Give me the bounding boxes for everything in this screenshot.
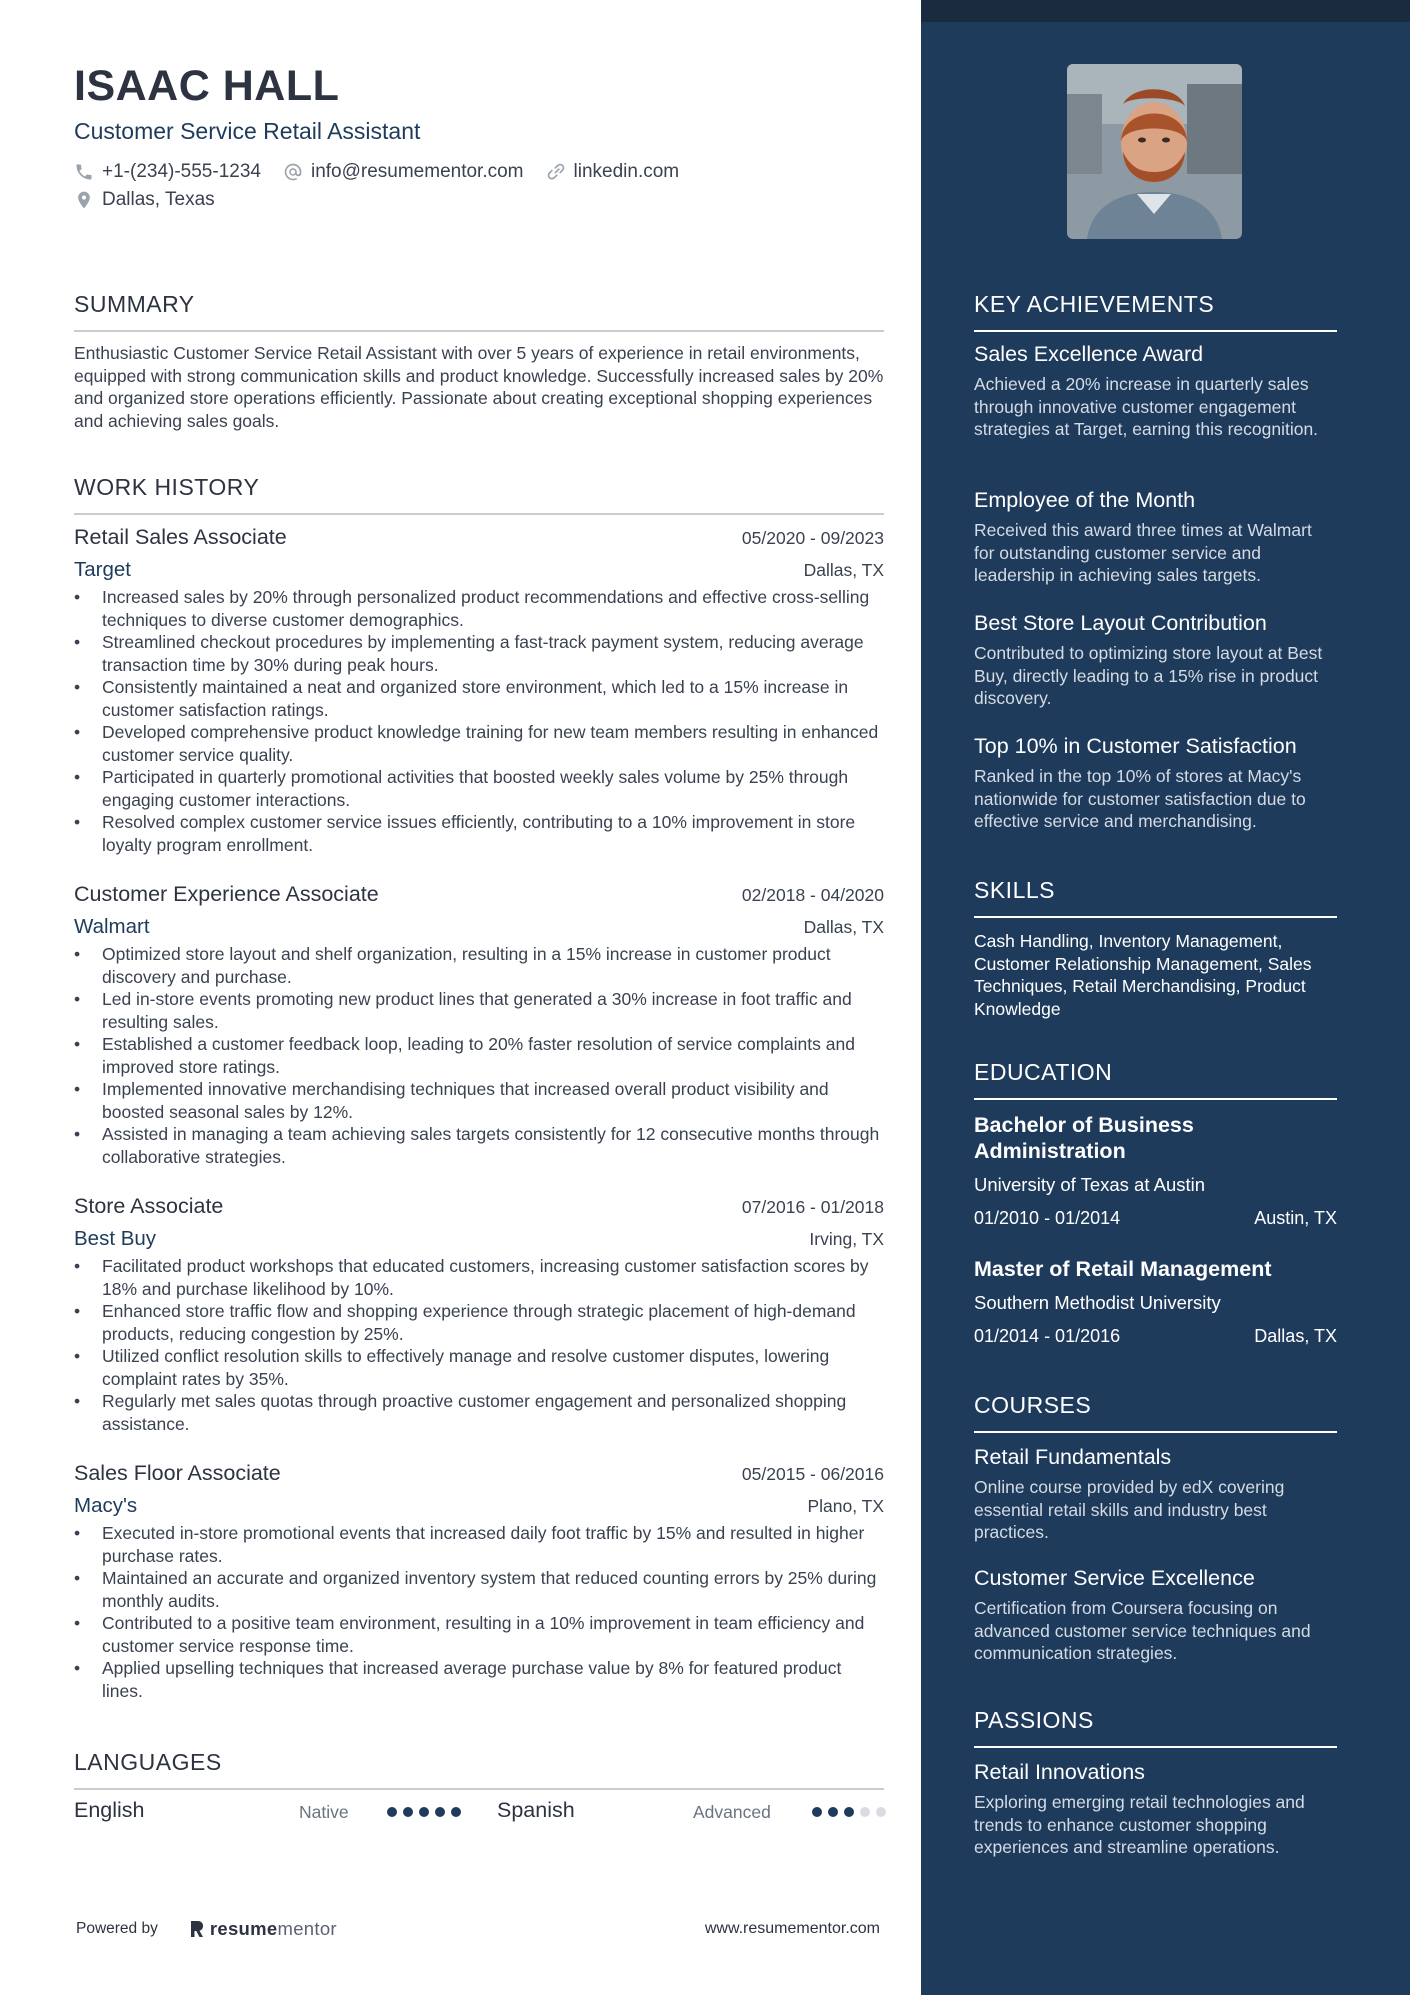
achievement-title: Sales Excellence Award: [974, 342, 1204, 366]
contact-location: [74, 189, 215, 211]
achievement-text: Ranked in the top 10% of stores at Macy's nationwide for customer satisfaction due to effective service and merchandising.: [974, 766, 1306, 831]
job-bullet: • Implemented innovative merchandising techniques that increased overall product visibility and boosted seasonal sales by 12%.: [102, 1078, 884, 1123]
courses-title: COURSES: [974, 1392, 1337, 1433]
job-bullet: • Enhanced store traffic flow and shopping experience through strategic placement of high-demand products, reducing congestion by 25%.: [102, 1300, 884, 1345]
job-bullet: • Participated in quarterly promotional activities that boosted weekly sales volume by 25% through engaging customer interactions.: [102, 766, 884, 811]
course-item: [974, 1566, 1337, 1665]
education-school: Southern Methodist University: [974, 1292, 1221, 1313]
job-bullet: • Assisted in managing a team achieving sales targets consistently for 12 consecutive months through collaborative strategies.: [102, 1123, 884, 1168]
resumementor-logo[interactable]: [188, 1918, 337, 1940]
profile-photo-image: [1067, 64, 1242, 239]
logo-light: mentor: [277, 1918, 337, 1939]
passions-title: PASSIONS: [974, 1707, 1337, 1748]
job-bullet: • Increased sales by 20% through personalized product recommendations and effective cross-selling techniques to diverse customer demographics.: [102, 586, 884, 631]
rating-dot-filled: [435, 1807, 445, 1817]
job-entry: [74, 1461, 884, 1702]
achievements-title: KEY ACHIEVEMENTS: [974, 291, 1337, 332]
powered-by: [76, 1918, 337, 1940]
email-text: info@resumementor.com: [310, 161, 524, 182]
job-bullets: [74, 1522, 884, 1702]
location-pin-icon: [74, 190, 94, 210]
contact-row-secondary: [74, 189, 237, 211]
job-company: Target: [74, 558, 131, 581]
achievement-item: [974, 734, 1337, 833]
footer: [76, 1918, 880, 1940]
course-item: [974, 1445, 1337, 1544]
achievement-title: Employee of the Month: [974, 488, 1196, 512]
education-location: Austin, TX: [1254, 1208, 1337, 1228]
rating-dot-empty: [876, 1807, 886, 1817]
sidebar-top-band: [921, 0, 1410, 22]
job-bullet: • Regularly met sales quotas through proactive customer engagement and personalized shopping assistance.: [102, 1390, 884, 1435]
job-company: Walmart: [74, 915, 150, 938]
achievement-item: [974, 342, 1337, 441]
job-dates: 02/2018 - 04/2020: [741, 885, 884, 905]
job-bullet: • Executed in-store promotional events that increased daily foot traffic by 15% and resulted in higher purchase rates.: [102, 1522, 884, 1567]
job-bullets: [74, 943, 884, 1168]
summary-text: Enthusiastic Customer Service Retail Assistant with over 5 years of experience in retail environments, equipped with strong communication skills and product knowledge. Successfully increased sales by 20% and organized store operations efficiently. Passionate about creating exceptional shopping experiences and achieving sales goals.: [74, 343, 884, 431]
job-company: Best Buy: [74, 1227, 157, 1250]
education-item: [974, 1256, 1337, 1347]
candidate-role: Customer Service Retail Assistant: [74, 118, 421, 144]
phone-text: +1-(234)-555-1234: [102, 161, 261, 182]
languages-section: [74, 1749, 884, 1790]
achievement-item: [974, 488, 1337, 587]
phone-icon: [74, 162, 94, 182]
rating-dot-filled: [844, 1807, 854, 1817]
education-school: University of Texas at Austin: [974, 1174, 1206, 1195]
job-bullet: • Applied upselling techniques that increased average purchase value by 8% for featured product lines.: [102, 1657, 884, 1702]
education-dates: 01/2010 - 01/2014: [974, 1208, 1121, 1228]
job-location: Dallas, TX: [803, 917, 884, 937]
job-entry: [74, 525, 884, 856]
language-rating: [387, 1807, 467, 1817]
languages-title: LANGUAGES: [74, 1749, 884, 1790]
education-location: Dallas, TX: [1254, 1326, 1337, 1346]
job-title: Store Associate: [74, 1194, 224, 1218]
job-bullets: [74, 1255, 884, 1435]
language-rating: [812, 1807, 892, 1817]
job-dates: 07/2016 - 01/2018: [741, 1197, 884, 1217]
job-bullet: • Consistently maintained a neat and organized store environment, which led to a 15% increase in customer satisfaction ratings.: [102, 676, 884, 721]
course-text: Online course provided by edX covering essential retail skills and industry best practices.: [974, 1477, 1285, 1542]
rating-dot-filled: [451, 1807, 461, 1817]
at-sign-icon: [283, 162, 303, 182]
job-bullet: • Led in-store events promoting new product lines that generated a 30% increase in foot traffic and resulting sales.: [102, 988, 884, 1033]
sidebar: [921, 0, 1410, 1995]
achievement-item: [974, 611, 1337, 710]
course-title: Customer Service Excellence: [974, 1566, 1255, 1590]
job-company: Macy's: [74, 1494, 138, 1517]
job-location: Plano, TX: [807, 1496, 884, 1516]
passions-section: [974, 1707, 1337, 1748]
achievement-text: Contributed to optimizing store layout at Best Buy, directly leading to a 15% rise in product discovery.: [974, 643, 1323, 708]
rating-dot-filled: [812, 1807, 822, 1817]
rating-dot-filled: [387, 1807, 397, 1817]
passion-text: Exploring emerging retail technologies and trends to enhance customer shopping experiences and streamline operations.: [974, 1792, 1305, 1857]
job-location: Dallas, TX: [803, 560, 884, 580]
job-dates: 05/2020 - 09/2023: [741, 528, 884, 548]
courses-section: [974, 1392, 1337, 1433]
language-level: Native: [299, 1802, 349, 1822]
education-degree: Master of Retail Management: [974, 1257, 1272, 1281]
course-title: Retail Fundamentals: [974, 1445, 1172, 1469]
job-entry: [74, 882, 884, 1168]
achievement-title: Best Store Layout Contribution: [974, 611, 1267, 635]
skills-text: Cash Handling, Inventory Management, Customer Relationship Management, Sales Techniques, Retail Merchandising, Product Knowledge: [974, 931, 1312, 1019]
job-bullet: • Developed comprehensive product knowledge training for new team members resulting in enhanced customer service quality.: [102, 721, 884, 766]
link-icon: [546, 162, 566, 182]
linkedin-text: linkedin.com: [573, 161, 680, 182]
work-history-title: WORK HISTORY: [74, 474, 884, 515]
contact-row-primary: [74, 161, 701, 183]
resumementor-logo-icon: [188, 1919, 206, 1939]
contact-phone: [74, 161, 261, 183]
education-section: [974, 1059, 1337, 1100]
language-level: Advanced: [693, 1802, 771, 1822]
job-bullet: • Optimized store layout and shelf organization, resulting in a 15% increase in customer product discovery and purchase.: [102, 943, 884, 988]
work-history-section: [74, 474, 884, 515]
rating-dot-filled: [419, 1807, 429, 1817]
job-title: Sales Floor Associate: [74, 1461, 281, 1485]
education-degree: Bachelor of Business Administration: [974, 1113, 1194, 1163]
job-dates: 05/2015 - 06/2016: [741, 1464, 884, 1484]
summary-title: SUMMARY: [74, 291, 884, 332]
job-bullets: [74, 586, 884, 856]
achievement-title: Top 10% in Customer Satisfaction: [974, 734, 1297, 758]
education-item: [974, 1112, 1337, 1229]
achievements-section: [974, 291, 1337, 332]
rating-dot-filled: [828, 1807, 838, 1817]
job-bullet: • Resolved complex customer service issues efficiently, contributing to a 10% improvement in store loyalty program enrollment.: [102, 811, 884, 856]
job-bullet: • Facilitated product workshops that educated customers, increasing customer satisfaction scores by 18% and purchase likelihood by 10%.: [102, 1255, 884, 1300]
passion-title: Retail Innovations: [974, 1760, 1145, 1784]
contact-email[interactable]: [283, 161, 524, 183]
contact-linkedin[interactable]: [546, 161, 680, 183]
achievement-text: Received this award three times at Walmart for outstanding customer service and leadership in achieving sales targets.: [974, 520, 1312, 585]
language-name: Spanish: [497, 1798, 575, 1822]
job-bullet: • Contributed to a positive team environment, resulting in a 10% improvement in team efficiency and customer service response time.: [102, 1612, 884, 1657]
job-title: Customer Experience Associate: [74, 882, 379, 906]
skills-title: SKILLS: [974, 877, 1337, 918]
job-title: Retail Sales Associate: [74, 525, 287, 549]
footer-site-link[interactable]: www.resumementor.com: [704, 1920, 880, 1937]
job-bullet: • Utilized conflict resolution skills to effectively manage and resolve customer disputes, lowering complaint rates by 35%.: [102, 1345, 884, 1390]
skills-section: [974, 877, 1337, 1020]
job-bullet: • Maintained an accurate and organized inventory system that reduced counting errors by 25% during monthly audits.: [102, 1567, 884, 1612]
job-bullet: • Streamlined checkout procedures by implementing a fast-track payment system, reducing average transaction time by 30% during peak hours.: [102, 631, 884, 676]
education-dates: 01/2014 - 01/2016: [974, 1326, 1121, 1346]
course-text: Certification from Coursera focusing on advanced customer service techniques and communication strategies.: [974, 1598, 1311, 1663]
summary-section: [74, 291, 884, 432]
language-name: English: [74, 1798, 145, 1822]
rating-dot-filled: [403, 1807, 413, 1817]
powered-by-text: Powered by: [76, 1920, 158, 1937]
profile-photo: [1067, 64, 1242, 239]
logo-bold: resume: [209, 1918, 278, 1939]
candidate-name: ISAAC HALL: [74, 62, 340, 110]
achievement-text: Achieved a 20% increase in quarterly sales through innovative customer engagement strategies at Target, earning this recognition.: [974, 374, 1319, 439]
job-entry: [74, 1194, 884, 1435]
job-location: Irving, TX: [809, 1229, 884, 1249]
education-title: EDUCATION: [974, 1059, 1337, 1100]
languages-row: [74, 1798, 884, 1828]
location-text: Dallas, Texas: [102, 189, 215, 210]
job-bullet: • Established a customer feedback loop, leading to 20% faster resolution of service complaints and improved store ratings.: [102, 1033, 884, 1078]
passion-item: [974, 1760, 1337, 1859]
rating-dot-empty: [860, 1807, 870, 1817]
